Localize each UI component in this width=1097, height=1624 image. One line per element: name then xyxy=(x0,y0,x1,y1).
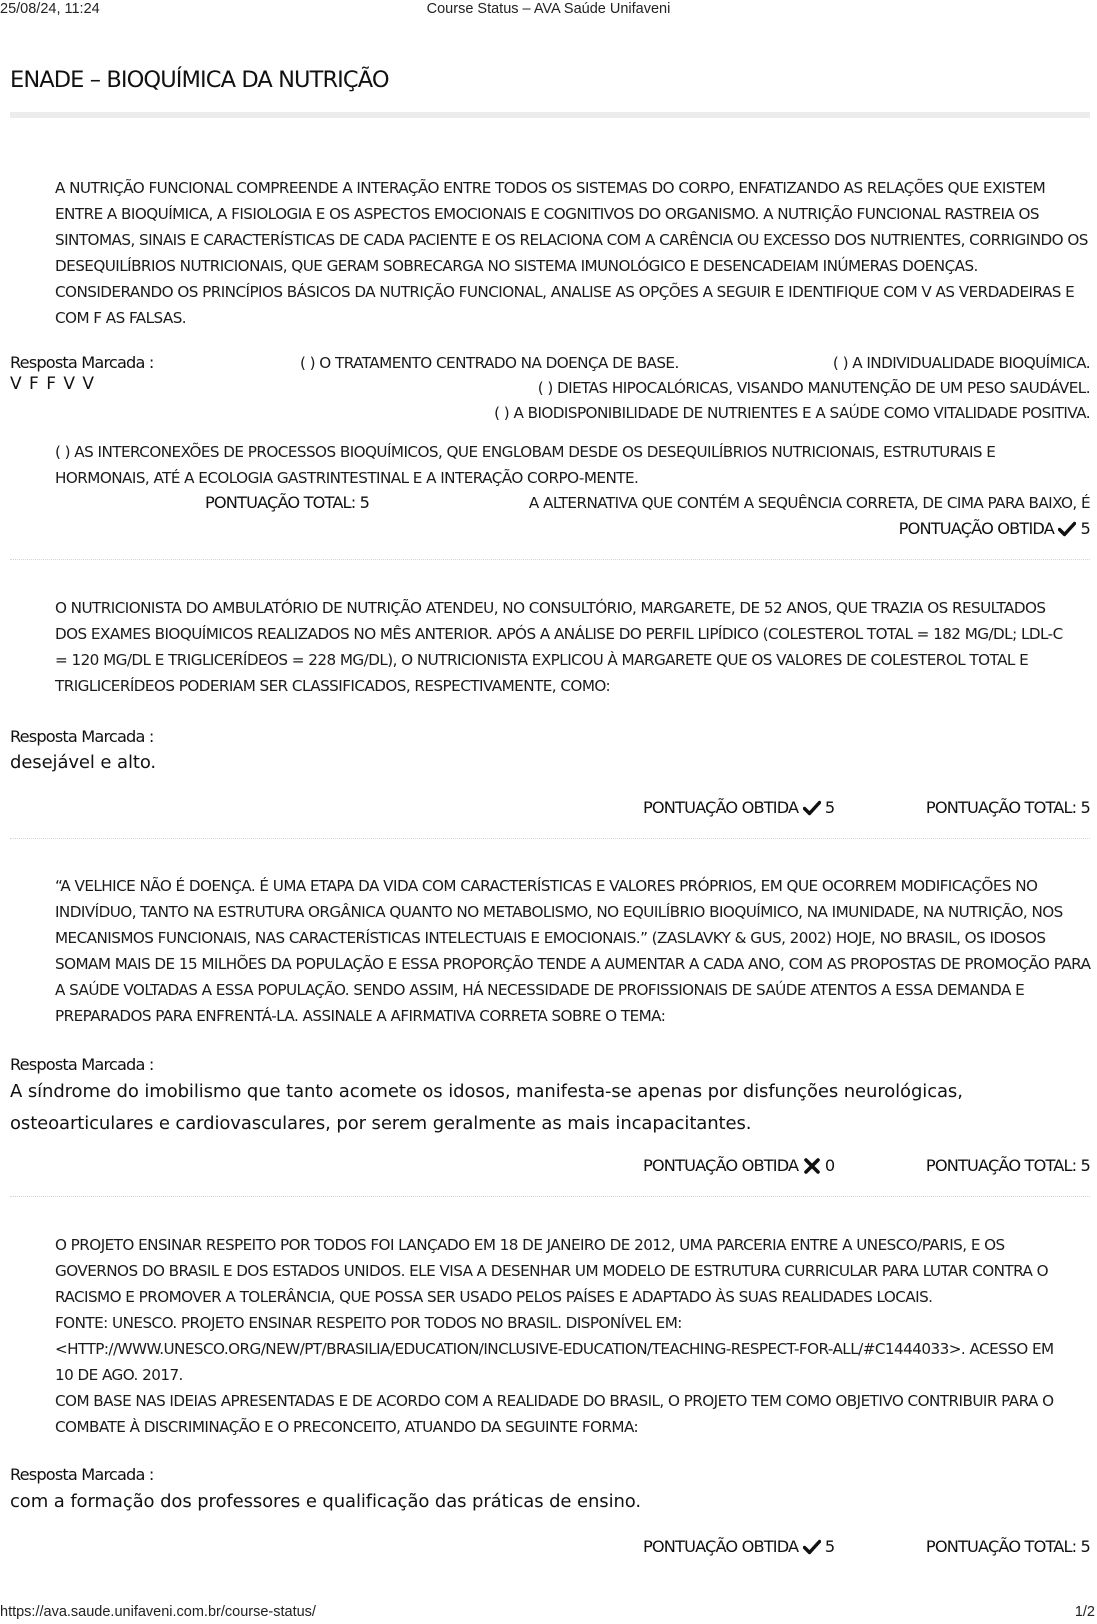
check-icon xyxy=(803,800,821,816)
question-2-total-score: PONTUAÇÃO TOTAL: 5 xyxy=(925,798,1090,817)
question-1-option-3: ( ) DIETAS HIPOCALÓRICAS, VISANDO MANUTENÇÃO DE UM PESO SAUDÁVEL. xyxy=(537,379,1090,397)
print-page-title: Course Status – AVA Saúde Unifaveni xyxy=(426,1,671,17)
question-4-text xyxy=(55,1232,1065,1440)
question-4-paragraph-2: FONTE: UNESCO. PROJETO ENSINAR RESPEITO POR TODOS NO BRASIL. DISPONÍVEL EM: <HTTP://WWW.UNESCO.ORG/NEW/PT/BRASILIA/EDUCATION/INCLUSIVE-EDUCATION/TEACHING-RESPECT-FOR-ALL/#C1444033>. ACESSO EM 10 DE AGO. 2017. xyxy=(55,1314,1054,1384)
question-3-obtained-label: PONTUAÇÃO OBTIDA xyxy=(643,1156,799,1175)
question-1-paragraph-2: CONSIDERANDO OS PRINCÍPIOS BÁSICOS DA NUTRIÇÃO FUNCIONAL, ANALISE AS OPÇÕES A SEGUIR E IDENTIFIQUE COM V AS VERDADEIRAS E COM F AS FALSAS. xyxy=(55,283,1075,327)
question-1-option-1: ( ) O TRATAMENTO CENTRADO NA DOENÇA DE BASE. xyxy=(300,354,679,372)
question-1-answer-label: Resposta Marcada : xyxy=(10,353,154,372)
question-1-text xyxy=(55,175,1095,331)
check-icon xyxy=(803,1539,821,1555)
question-4-total-score: PONTUAÇÃO TOTAL: 5 xyxy=(925,1537,1090,1556)
question-4-obtained-label: PONTUAÇÃO OBTIDA xyxy=(643,1537,799,1556)
question-2-answer: desejável e alto. xyxy=(10,752,157,773)
check-icon xyxy=(1058,521,1076,537)
question-4-obtained-score xyxy=(643,1536,834,1558)
question-1-closing: A ALTERNATIVA QUE CONTÉM A SEQUÊNCIA CORRETA, DE CIMA PARA BAIXO, É xyxy=(528,494,1090,512)
question-1-option-4: ( ) A BIODISPONIBILIDADE DE NUTRIENTES E A SAÚDE COMO VITALIDADE POSITIVA. xyxy=(494,404,1090,422)
question-4-answer-label: Resposta Marcada : xyxy=(10,1465,154,1484)
question-1-total-score: PONTUAÇÃO TOTAL: 5 xyxy=(205,493,370,512)
print-footer xyxy=(0,1603,1097,1623)
question-4-paragraph-3: COM BASE NAS IDEIAS APRESENTADAS E DE ACORDO COM A REALIDADE DO BRASIL, O PROJETO TEM COMO OBJETIVO CONTRIBUIR PARA O COMBATE À DISCRIMINAÇÃO E O PRECONCEITO, ATUANDO DA SEGUINTE FORMA: xyxy=(55,1392,1054,1436)
question-3-total-score: PONTUAÇÃO TOTAL: 5 xyxy=(925,1156,1090,1175)
question-1-obtained-value: 5 xyxy=(1080,519,1090,538)
question-2-text xyxy=(55,595,1065,699)
question-2-obtained-label: PONTUAÇÃO OBTIDA xyxy=(643,798,799,817)
question-1-option-5: ( ) AS INTERCONEXÕES DE PROCESSOS BIOQUÍMICOS, QUE ENGLOBAM DESDE OS DESEQUILÍBRIOS NUTRICIONAIS, ESTRUTURAIS E HORMONAIS, ATÉ A ECOLOGIA GASTRINTESTINAL E A INTERAÇÃO CORPO-MENTE. xyxy=(55,443,996,487)
print-page-number: 1/2 xyxy=(1074,1604,1095,1620)
question-2-obtained-value: 5 xyxy=(824,798,835,817)
question-3-obtained-score xyxy=(643,1155,834,1177)
question-1-option-5-block xyxy=(55,439,1055,491)
question-1-paragraph-1: A NUTRIÇÃO FUNCIONAL COMPREENDE A INTERAÇÃO ENTRE TODOS OS SISTEMAS DO CORPO, ENFATIZANDO AS RELAÇÕES QUE EXISTEM ENTRE A BIOQUÍMICA, A FISIOLOGIA E OS ASPECTOS EMOCIONAIS E COGNITIVOS DO ORGANISMO. A NUTRIÇÃO FUNCIONAL RASTREIA OS SINTOMAS, SINAIS E CARACTERÍSTICAS DE CADA PACIENTE E OS RELACIONA COM A CARÊNCIA OU EXCESSO DOS NUTRIENTES, CORRIGINDO OS DESEQUILÍBRIOS NUTRICIONAIS, QUE GERAM SOBRECARGA NO SISTEMA IMUNOLÓGICO E DESENCADEIAM INÚMERAS DOENÇAS. xyxy=(55,179,1088,275)
question-separator xyxy=(10,559,1090,560)
question-2-paragraph-1: O NUTRICIONISTA DO AMBULATÓRIO DE NUTRIÇÃO ATENDEU, NO CONSULTÓRIO, MARGARETE, DE 52 ANOS, QUE TRAZIA OS RESULTADOS DOS EXAMES BIOQUÍMICOS REALIZADOS NO MÊS ANTERIOR. APÓS A ANÁLISE DO PERFIL LIPÍDICO (COLESTEROL TOTAL = 182 MG/DL; LDL-C = 120 MG/DL E TRIGLICERÍDEOS = 228 MG/DL), O NUTRICIONISTA EXPLICOU À MARGARETE QUE OS VALORES DE COLESTEROL TOTAL E TRIGLICERÍDEOS PODERIAM SER CLASSIFICADOS, RESPECTIVAMENTE, COMO: xyxy=(55,599,1063,695)
question-3-obtained-value: 0 xyxy=(824,1156,835,1175)
print-header xyxy=(0,0,1097,20)
question-3-answer-label: Resposta Marcada : xyxy=(10,1055,154,1074)
question-separator xyxy=(10,1196,1090,1197)
cross-icon xyxy=(803,1158,821,1174)
title-divider xyxy=(10,112,1090,118)
question-1-obtained-score xyxy=(899,518,1090,540)
question-1-obtained-label: PONTUAÇÃO OBTIDA xyxy=(898,519,1054,538)
question-3-answer: A síndrome do imobilismo que tanto acomete os idosos, manifesta-se apenas por disfunções neurológicas, osteoarticulares e cardiovasculares, por serem geralmente as mais incapacitantes. xyxy=(10,1081,963,1134)
question-4-obtained-value: 5 xyxy=(824,1537,835,1556)
question-2-answer-label: Resposta Marcada : xyxy=(10,727,154,746)
question-4-answer: com a formação dos professores e qualificação das práticas de ensino. xyxy=(10,1491,642,1512)
question-4-paragraph-1: O PROJETO ENSINAR RESPEITO POR TODOS FOI LANÇADO EM 18 DE JANEIRO DE 2012, UMA PARCERIA ENTRE A UNESCO/PARIS, E OS GOVERNOS DO BRASIL E DOS ESTADOS UNIDOS. ELE VISA A DESENHAR UM MODELO DE ESTRUTURA CURRICULAR PARA LUTAR CONTRA O RACISMO E PROMOVER A TOLERÂNCIA, QUE POSSA SER USADO PELOS PAÍSES E ADAPTADO ÀS SUAS REALIDADES LOCAIS. xyxy=(55,1236,1049,1306)
question-1-answer: V F F V V xyxy=(10,374,96,394)
question-1-option-2: ( ) A INDIVIDUALIDADE BIOQUÍMICA. xyxy=(832,354,1090,372)
question-3-paragraph-1: “A VELHICE NÃO É DOENÇA. É UMA ETAPA DA VIDA COM CARACTERÍSTICAS E VALORES PRÓPRIOS, EM QUE OCORREM MODIFICAÇÕES NO INDIVÍDUO, TANTO NA ESTRUTURA ORGÂNICA QUANTO NO METABOLISMO, NO EQUILÍBRIO BIOQUÍMICO, NA IMUNIDADE, NA NUTRIÇÃO, NOS MECANISMOS FUNCIONAIS, NAS CARACTERÍSTICAS INTELECTUAIS E EMOCIONAIS.” (ZASLAVKY & GUS, 2002) HOJE, NO BRASIL, OS IDOSOS SOMAM MAIS DE 15 MILHÕES DA POPULAÇÃO E ESSA PROPORÇÃO TENDE A AUMENTAR A CADA ANO, COM AS PROPOSTAS DE PROMOÇÃO PARA A SAÚDE VOLTADAS A ESSA POPULAÇÃO. SENDO ASSIM, HÁ NECESSIDADE DE PROFISSIONAIS DE SAÚDE ATENTOS A ESSA DEMANDA E PREPARADOS PARA ENFRENTÁ-LA. ASSINALE A AFIRMATIVA CORRETA SOBRE O TEMA: xyxy=(55,877,1091,1025)
question-2-obtained-score xyxy=(643,797,834,819)
print-url: https://ava.saude.unifaveni.com.br/course-status/ xyxy=(0,1604,316,1620)
question-separator xyxy=(10,838,1090,839)
print-datetime: 25/08/24, 11:24 xyxy=(0,1,100,17)
question-3-text xyxy=(55,873,1095,1029)
page-title: ENADE – BIOQUÍMICA DA NUTRIÇÃO xyxy=(10,67,389,93)
